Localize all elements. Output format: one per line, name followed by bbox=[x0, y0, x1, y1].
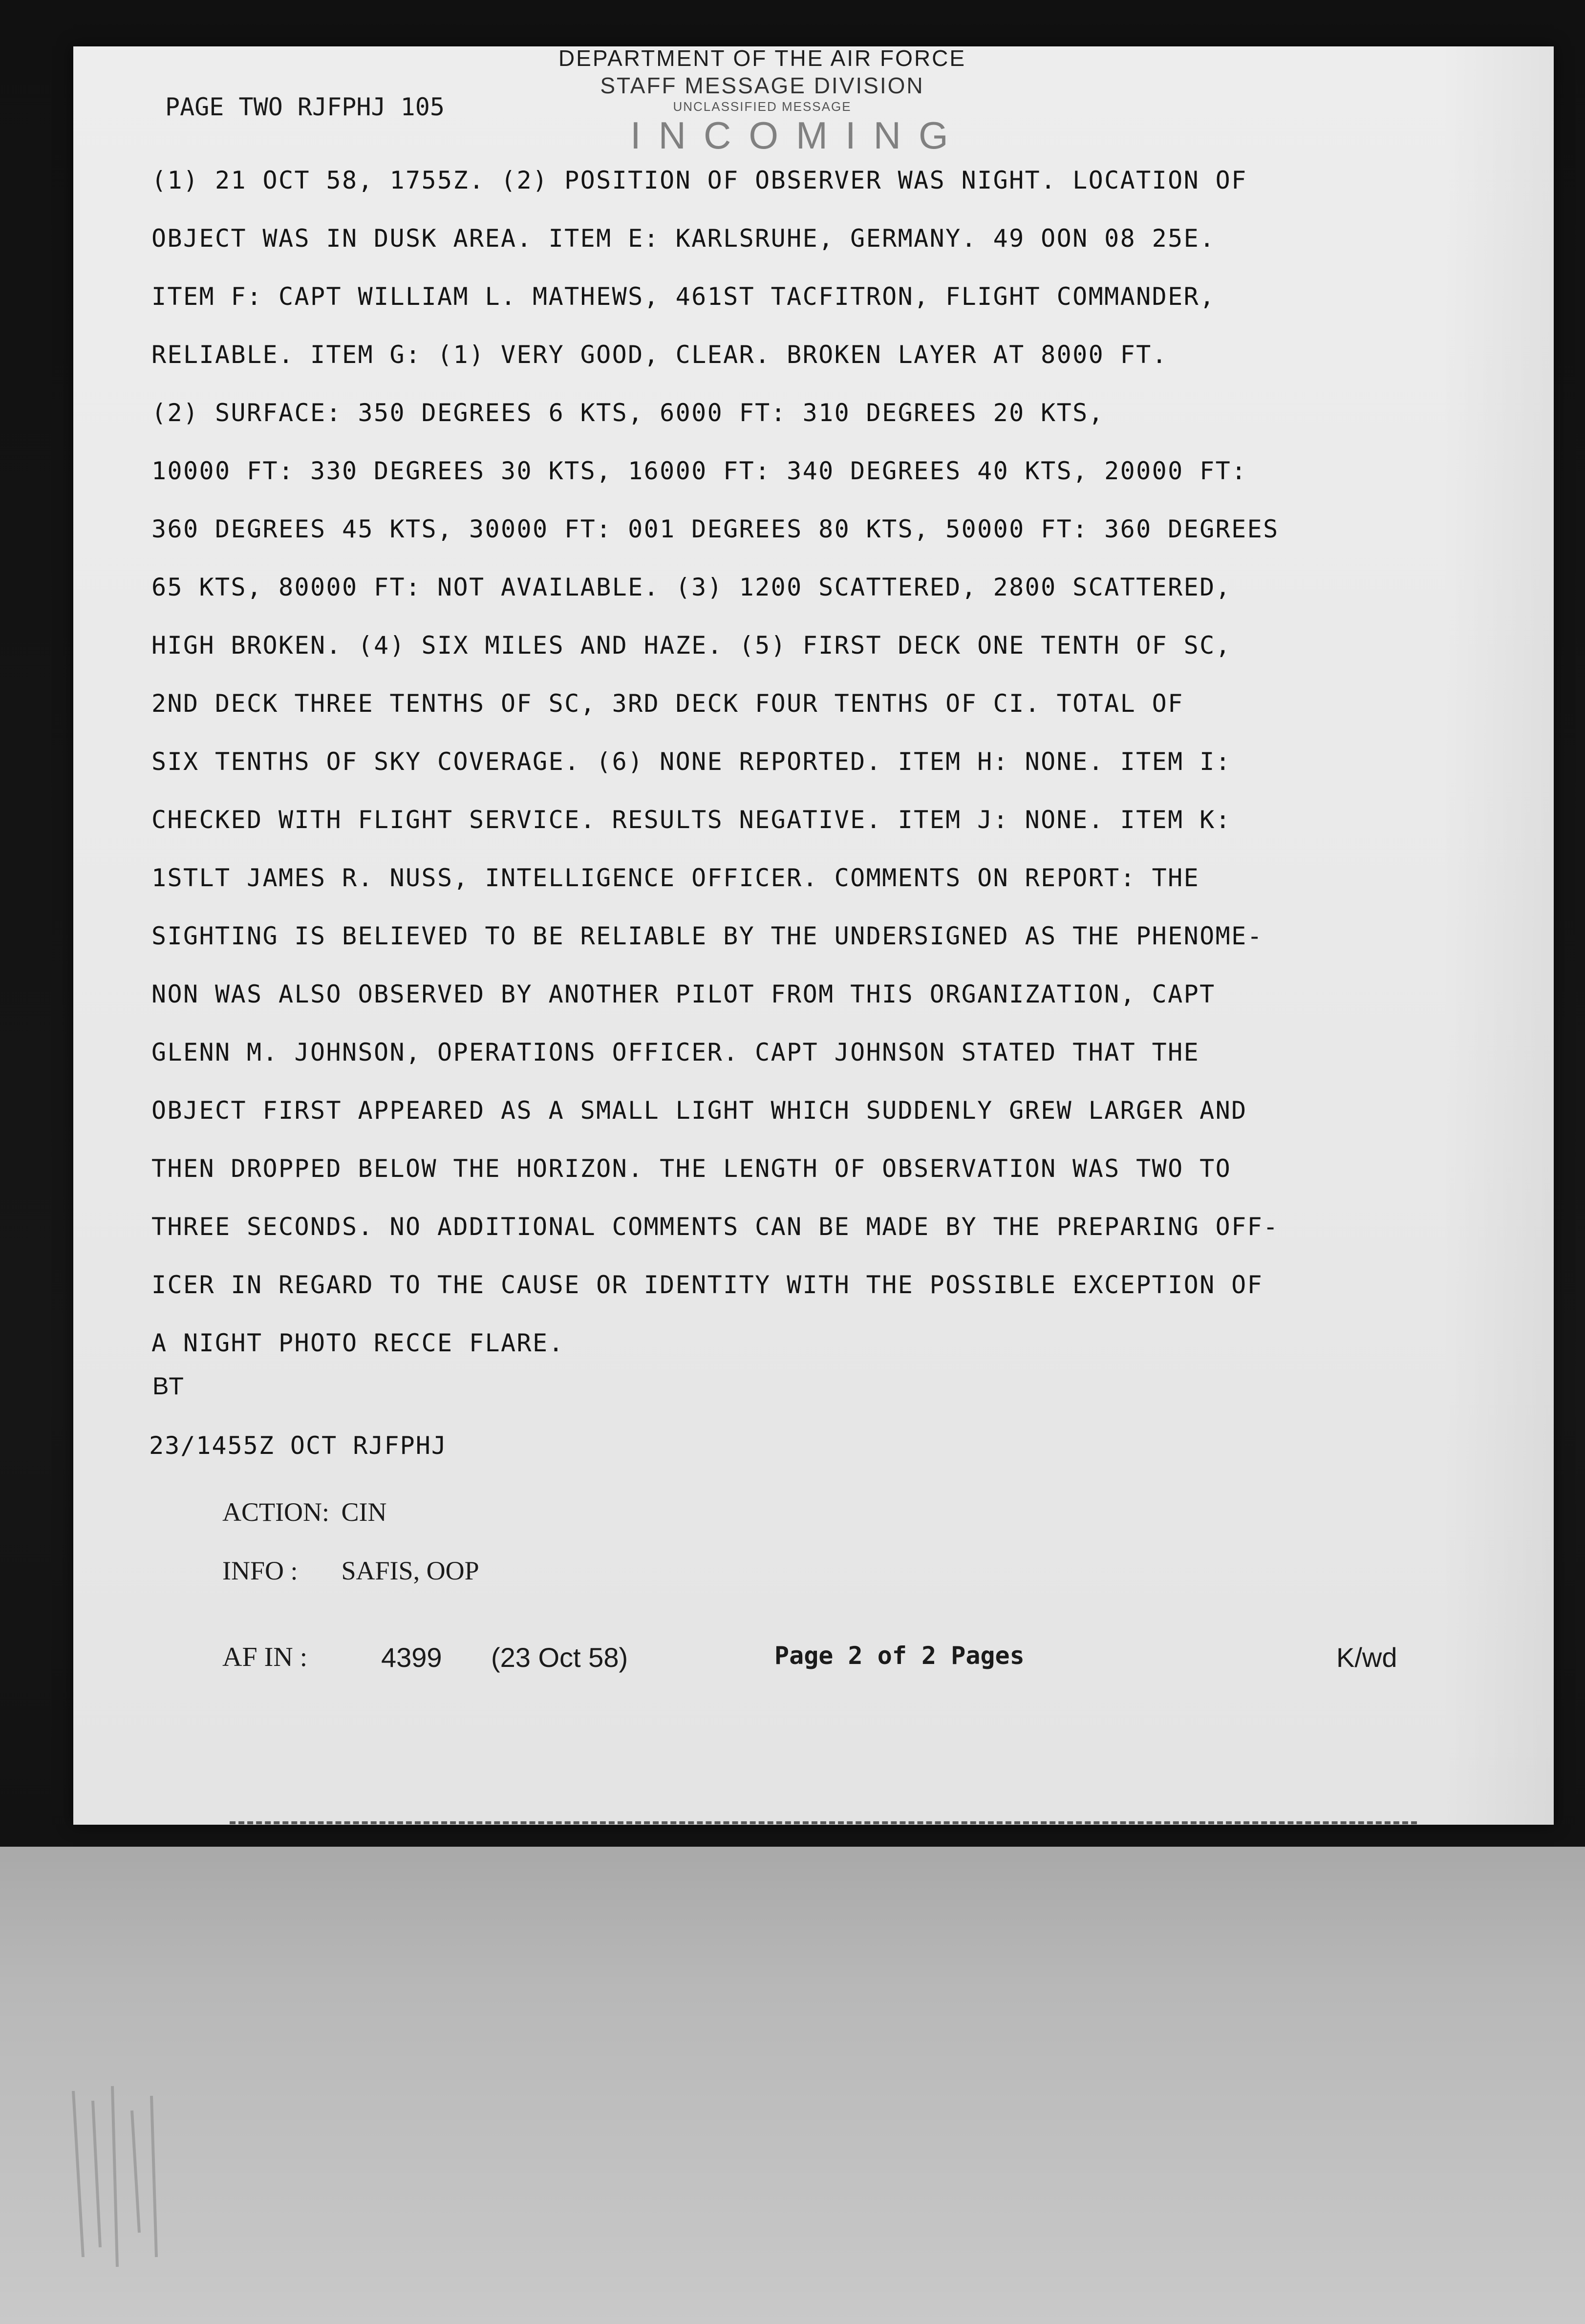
body-line: 2ND DECK THREE TENTHS OF SC, 3RD DECK FOUR TENTHS OF CI. TOTAL OF bbox=[151, 689, 1184, 718]
info-value: SAFIS, OOP bbox=[341, 1556, 479, 1585]
body-line: ICER IN REGARD TO THE CAUSE OR IDENTITY WITH THE POSSIBLE EXCEPTION OF bbox=[151, 1271, 1264, 1299]
body-line: 10000 FT: 330 DEGREES 30 KTS, 16000 FT: 340 DEGREES 40 KTS, 20000 FT: bbox=[151, 457, 1247, 485]
body-line: THREE SECONDS. NO ADDITIONAL COMMENTS CAN BE MADE BY THE PREPARING OFF- bbox=[151, 1213, 1279, 1241]
body-line: THEN DROPPED BELOW THE HORIZON. THE LENGTH OF OBSERVATION WAS TWO TO bbox=[151, 1154, 1232, 1183]
af-in-number: 4399 bbox=[381, 1642, 442, 1673]
date-time-group: 23/1455Z OCT RJFPHJ bbox=[149, 1431, 447, 1460]
body-line: HIGH BROKEN. (4) SIX MILES AND HAZE. (5) FIRST DECK ONE TENTH OF SC, bbox=[151, 631, 1232, 660]
scanner-backdrop bbox=[0, 1847, 1585, 2324]
film-scratch-marks bbox=[54, 2071, 181, 2277]
info-label: INFO : bbox=[222, 1556, 298, 1585]
routing-block bbox=[222, 1490, 479, 1607]
body-line: CHECKED WITH FLIGHT SERVICE. RESULTS NEGATIVE. ITEM J: NONE. ITEM K: bbox=[151, 806, 1232, 834]
division-title: STAFF MESSAGE DIVISION bbox=[600, 73, 924, 98]
letterhead bbox=[489, 44, 1036, 114]
body-line: OBJECT WAS IN DUSK AREA. ITEM E: KARLSRUHE, GERMANY. 49 OON 08 25E. bbox=[151, 224, 1216, 253]
body-line: ITEM F: CAPT WILLIAM L. MATHEWS, 461ST TACFITRON, FLIGHT COMMANDER, bbox=[151, 282, 1216, 311]
body-line: (1) 21 OCT 58, 1755Z. (2) POSITION OF OBSERVER WAS NIGHT. LOCATION OF bbox=[151, 166, 1247, 194]
classification-line: UNCLASSIFIED MESSAGE bbox=[673, 99, 852, 114]
incoming-stamp: INCOMING bbox=[630, 114, 966, 157]
body-line: SIX TENTHS OF SKY COVERAGE. (6) NONE REPORTED. ITEM H: NONE. ITEM I: bbox=[151, 747, 1232, 776]
body-line: SIGHTING IS BELIEVED TO BE RELIABLE BY THE UNDERSIGNED AS THE PHENOME- bbox=[151, 922, 1264, 950]
af-in-label: AF IN : bbox=[222, 1642, 308, 1672]
sheet-shade bbox=[1441, 46, 1554, 1825]
body-line: (2) SURFACE: 350 DEGREES 6 KTS, 6000 FT: 310 DEGREES 20 KTS, bbox=[151, 399, 1105, 427]
action-value: CIN bbox=[341, 1497, 387, 1527]
af-in-date: (23 Oct 58) bbox=[491, 1642, 628, 1673]
typist-initials: K/wd bbox=[1336, 1642, 1397, 1673]
page-reference: PAGE TWO RJFPHJ 105 bbox=[165, 93, 445, 121]
department-title: DEPARTMENT OF THE AIR FORCE bbox=[558, 45, 966, 71]
body-line: 1STLT JAMES R. NUSS, INTELLIGENCE OFFICER. COMMENTS ON REPORT: THE bbox=[151, 864, 1200, 892]
sheet-bottom-edge bbox=[230, 1821, 1417, 1824]
break-marker: BT bbox=[152, 1372, 184, 1400]
body-line: A NIGHT PHOTO RECCE FLARE. bbox=[151, 1329, 565, 1357]
action-row bbox=[222, 1490, 479, 1549]
message-body bbox=[151, 151, 1451, 1372]
action-label: ACTION: bbox=[222, 1497, 329, 1527]
body-line: NON WAS ALSO OBSERVED BY ANOTHER PILOT FROM THIS ORGANIZATION, CAPT bbox=[151, 980, 1216, 1008]
info-row bbox=[222, 1549, 479, 1607]
body-line: 360 DEGREES 45 KTS, 30000 FT: 001 DEGREES 80 KTS, 50000 FT: 360 DEGREES bbox=[151, 515, 1279, 543]
body-line: GLENN M. JOHNSON, OPERATIONS OFFICER. CAPT JOHNSON STATED THAT THE bbox=[151, 1038, 1200, 1066]
page-count: Page 2 of 2 Pages bbox=[774, 1642, 1025, 1670]
body-line: OBJECT FIRST APPEARED AS A SMALL LIGHT WHICH SUDDENLY GREW LARGER AND bbox=[151, 1096, 1247, 1125]
body-line: 65 KTS, 80000 FT: NOT AVAILABLE. (3) 1200 SCATTERED, 2800 SCATTERED, bbox=[151, 573, 1232, 601]
body-line: RELIABLE. ITEM G: (1) VERY GOOD, CLEAR. BROKEN LAYER AT 8000 FT. bbox=[151, 341, 1168, 369]
footer-line bbox=[222, 1642, 1429, 1681]
